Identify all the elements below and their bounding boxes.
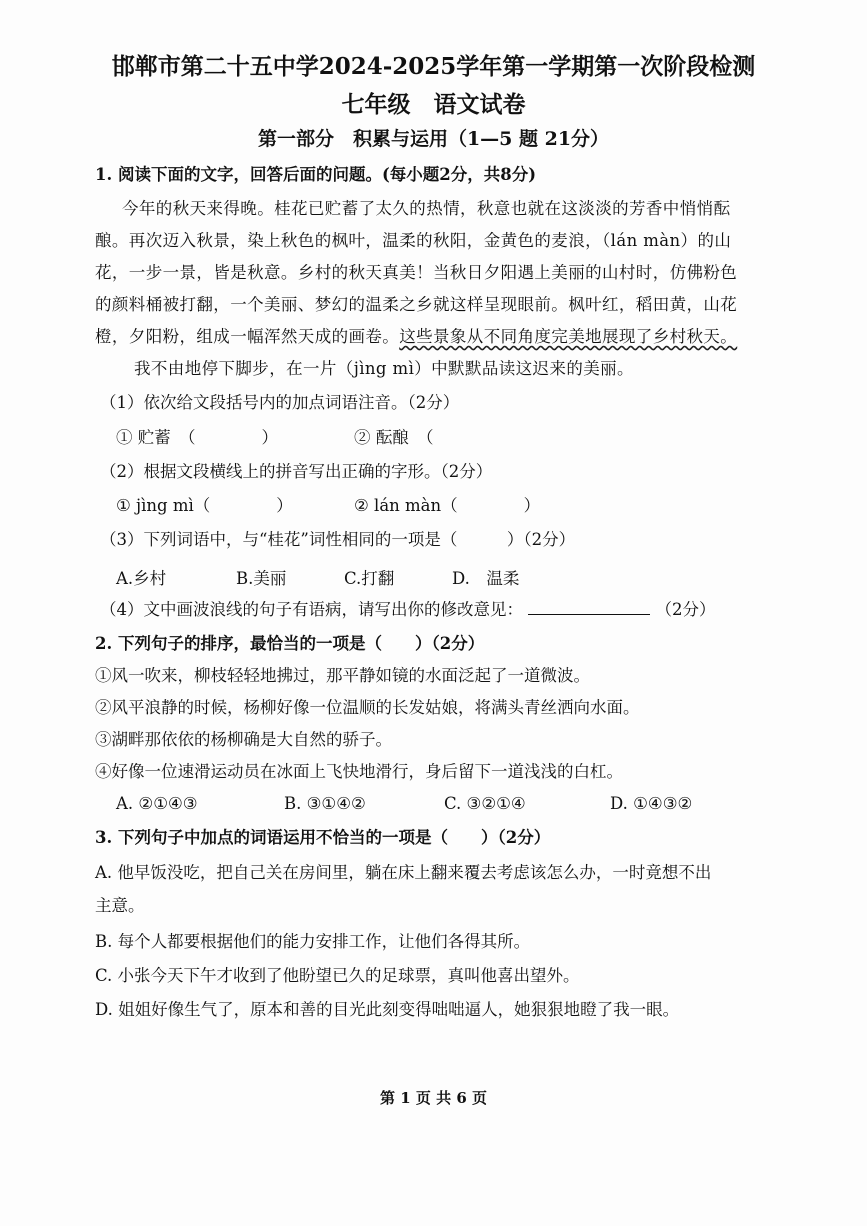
q2-option-a: A. ②①④③ [116,794,198,813]
question-1-stem: 1. 阅读下面的文字，回答后面的问题。(每小题2分，共8分) [95,165,537,184]
passage-line-6: 我不由地停下脚步，在一片（jìng mì）中默默品读这迟来的美丽。 [134,359,634,378]
exam-title: 邯郸市第二十五中学2024-2025学年第一学期第一次阶段检测 [111,53,756,80]
sub3-option-c: C.打翻 [344,569,395,588]
q2-option-d: D. ①④③② [610,794,693,813]
passage-line-2: 酿。再次迈入秋景，染上秋色的枫叶，温柔的秋阳，金黄色的麦浪，（lán màn）的山 [95,231,732,250]
q3-option-c: C. 小张今天下午才收到了他盼望已久的足球票，真叫他喜出望外。 [95,966,580,985]
q2-sentence-4: ④好像一位速滑运动员在冰面上飞快地滑行，身后留下一道浅浅的白杠。 [95,762,623,781]
sub-question-1-a: ① 贮蓄 （ ） [116,428,278,447]
section-title: 第一部分 积累与运用（1—5 题 21分） [257,128,610,150]
sub-question-2-b: ② lán màn（ ） [354,496,541,515]
passage-line-5 [95,326,737,348]
q3-option-a-line-2: 主意。 [95,896,145,915]
q3-option-d: D. 姐姐好像生气了，原本和善的目光此刻变得咄咄逼人，她狠狠地瞪了我一眼。 [95,1000,680,1019]
sub-question-3: （3）下列词语中，与“桂花”词性相同的一项是（ ）（2分） [100,530,576,549]
sub3-option-d: D. 温柔 [452,569,520,588]
q2-sentence-3: ③湖畔那依依的杨柳确是大自然的骄子。 [95,730,392,749]
exam-subtitle: 七年级 语文试卷 [341,91,526,118]
page-footer: 第 1 页 共 6 页 [380,1089,487,1107]
q3-option-b: B. 每个人都要根据他们的能力安排工作，让他们各得其所。 [95,932,531,951]
wavy-underlined-sentence: 这些景象从不同角度完美地展现了乡村秋天。 [399,327,738,346]
passage-line-5-text: 橙，夕阳粉，组成一幅浑然天成的画卷。 [95,327,400,346]
sub-question-1: （1）依次给文段括号内的加点词语注音。（2分） [100,393,460,412]
sub3-option-a: A.乡村 [116,569,167,588]
sub3-option-b: B.美丽 [236,569,287,588]
q2-option-b: B. ③①④② [284,794,366,813]
question-2-stem: 2. 下列句子的排序，最恰当的一项是（ ）（2分） [95,634,485,653]
question-3-stem: 3. 下列句子中加点的词语运用不恰当的一项是（ ）（2分） [95,828,551,847]
passage-line-4: 的颜料桶被打翻，一个美丽、梦幻的温柔之乡就这样呈现眼前。枫叶红，稻田黄，山花 [95,295,738,314]
q3-option-a-line-1: A. 他早饭没吃，把自己关在房间里，躺在床上翻来覆去考虑该怎么办，一时竟想不出 [95,863,712,882]
q2-sentence-2: ②风平浪静的时候，杨柳好像一位温顺的长发姑娘，将满头青丝洒向水面。 [95,698,640,717]
sub-question-1-b: ② 酝酿 （ [354,428,434,447]
sub-question-2: （2）根据文段横线上的拼音写出正确的字形。（2分） [100,462,493,481]
sub-question-4-score: （2分） [655,600,716,619]
sub-question-4 [100,599,716,621]
q2-sentence-1: ①风一吹来，柳枝轻轻地拂过，那平静如镜的水面泛起了一道微波。 [95,666,590,685]
passage-line-3: 花，一步一景，皆是秋意。乡村的秋天真美！当秋日夕阳遇上美丽的山村时，仿佛粉色 [95,263,738,282]
answer-blank[interactable] [528,600,650,615]
sub-question-4-text: （4）文中画波浪线的句子有语病，请写出你的修改意见： [100,600,523,619]
passage-line-1: 今年的秋天来得晚。桂花已贮蓄了太久的热情，秋意也就在这淡淡的芳香中悄悄酝 [122,199,731,218]
sub-question-2-a: ① jìng mì（ ） [116,496,293,515]
q2-option-c: C. ③②①④ [444,794,526,813]
